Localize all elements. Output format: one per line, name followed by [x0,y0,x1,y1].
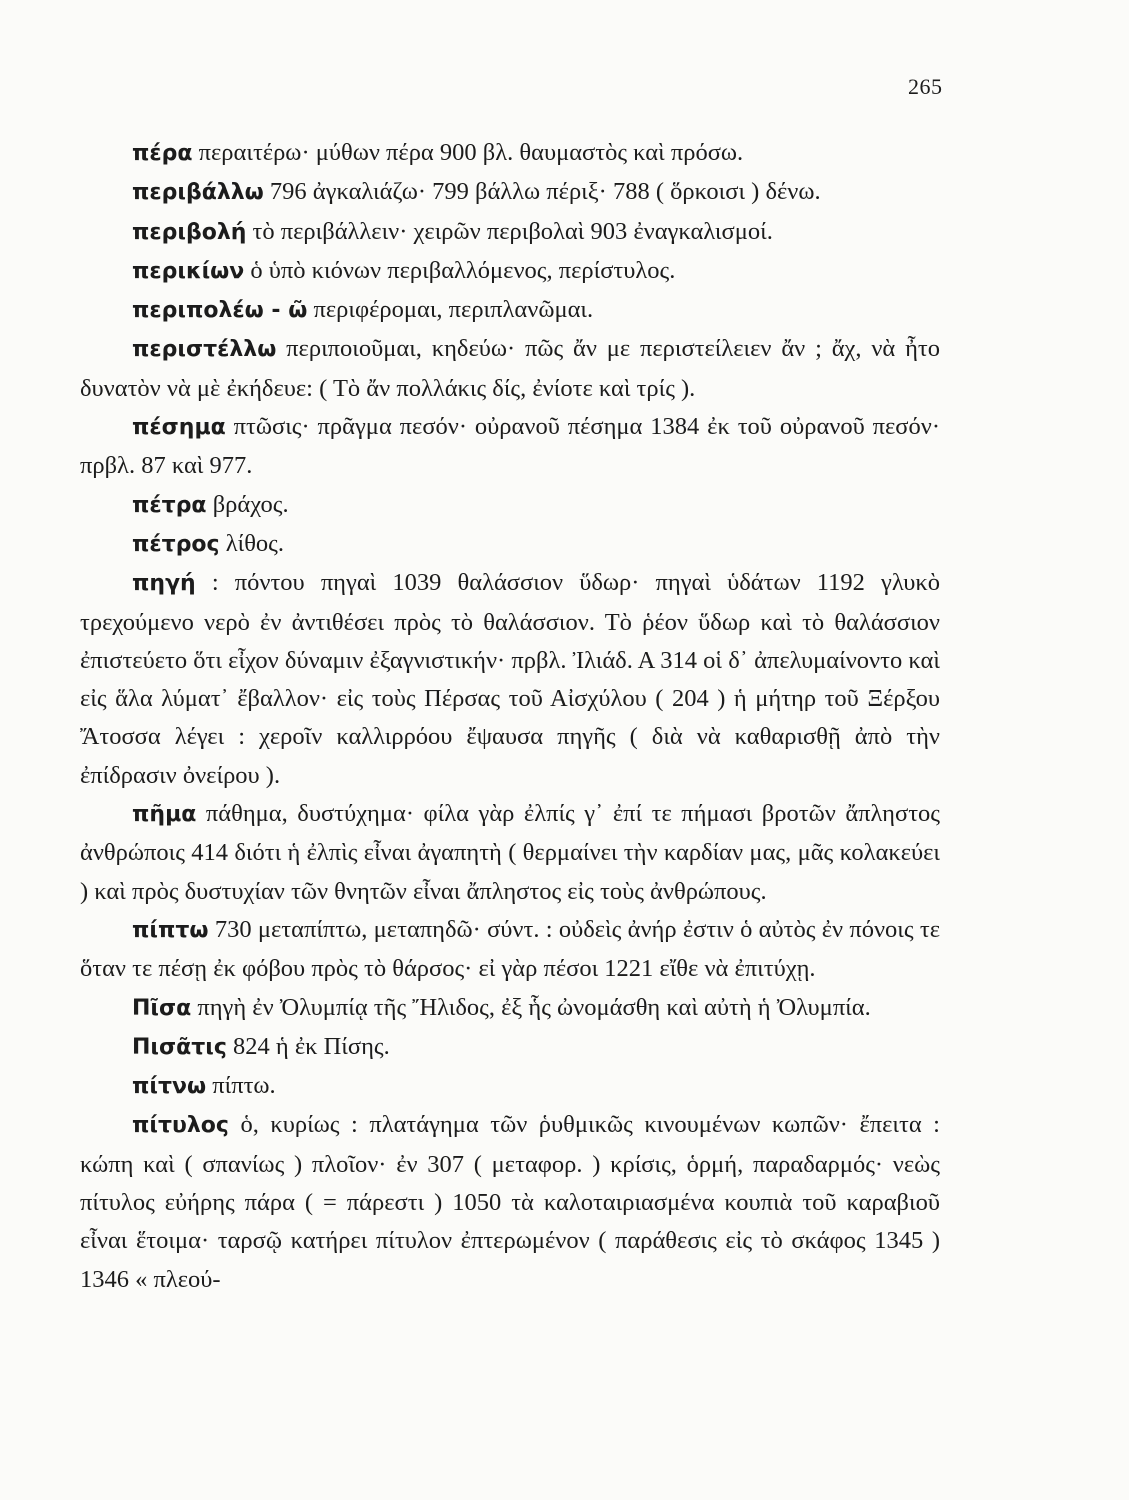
dictionary-entry [80,408,940,486]
entry-headword: περιπολέω - ῶ [132,298,308,324]
dictionary-entry [80,213,940,252]
entry-headword: περιβάλλω [132,180,264,206]
dictionary-entry [80,1028,940,1067]
entry-text: πτῶσις· πρᾶγμα πεσόν· οὐρανοῦ πέσημα 1384 ἐκ τοῦ οὐρανοῦ πεσόν· πρβλ. 87 καὶ 977. [80,413,940,480]
page-number: 265 [908,74,943,99]
entry-text: βράχος. [206,490,289,518]
dictionary-entry [80,1067,940,1106]
entry-headword: πέσημα [132,415,226,441]
dictionary-entry [80,291,940,330]
dictionary-entry [80,525,940,564]
entry-headword: περικίων [132,258,245,284]
entry-headword: πίτνω [132,1074,207,1100]
entry-headword: Πῖσα [132,995,192,1021]
entry-text: ὁ ὑπὸ κιόνων περιβαλλόμενος, περίστυλος. [244,256,676,284]
dictionary-entry [80,795,940,911]
dictionary-entry [80,564,940,795]
entry-text: πίπτω. [206,1072,276,1100]
entry-headword: πέρα [132,141,193,166]
entry-text: ὁ, κυρίως : πλατάγημα τῶν ῥυθμικῶς κινουμένων κωπῶν· ἔπειτα : κώπη καὶ ( σπανίως ) πλοῖον· ἐν 307 ( μεταφορ. ) κρίσις, ὁρμή, παραδαρμός· νεὼς πίτυλος εὐήρης πάρα ( = πάρεστι ) 1050 τὰ καλοταιριασμένα κουπιὰ τοῦ καραβιοῦ εἶναι ἕτοιμα· ταρσῷ κατήρει πίτυλον ἐπτερωμένον ( παράθεσις εἰς τὸ σκάφος 1345 ) 1346 « πλεού- [80,1111,940,1293]
entry-headword: πίπτω [132,917,209,943]
entry-text: λίθος. [219,529,285,557]
dictionary-entry [80,252,940,291]
dictionary-entry [80,486,940,525]
entry-text: πηγὴ ἐν Ὀλυμπίᾳ τῆς Ἤλιδος, ἐξ ἧς ὠνομάσθη καὶ αὐτὴ ἡ Ὀλυμπία. [191,993,871,1021]
entry-headword: πέτρος [132,531,220,557]
entry-text: περιφέρομαι, περιπλανῶμαι. [307,296,594,324]
entry-headword: περιστέλλω [132,337,277,363]
entry-headword: πηγή [132,571,196,597]
dictionary-entry [80,1106,940,1298]
entry-text: : πόντου πηγαὶ 1039 θαλάσσιον ὕδωρ· πηγαὶ ὑδάτων 1192 γλυκὸ τρεχούμενο νερὸ ἐν ἀντιθέσει πρὸς τὸ θαλάσσιον. Τὸ ῥέον ὕδωρ καὶ τὸ θαλάσσιον ἐπιστεύετο ὅτι εἶχον δύναμιν ἐξαγνιστικήν· πρβλ. Ἰλιάδ. Α 314 οἱ δ᾽ ἀπελυμαίνοντο καὶ εἰς ἅλα λύματ᾽ ἔβαλλον· εἰς τοὺς Πέρσας τοῦ Αἰσχύλου ( 204 ) ἡ μήτηρ τοῦ Ξέρξου Ἄτοσσα λέγει : χεροῖν καλλιρρόου ἔψαυσα πηγῆς ( διὰ νὰ καθαρισθῇ ἀπὸ τὴν ἐπίδρασιν ὀνείρου ). [80,569,940,789]
dictionary-entry [80,330,940,408]
dictionary-entry [80,134,940,173]
entry-text: περιποιοῦμαι, κηδεύω· πῶς ἄν με περιστείλειεν ἄν ; ἄχ, νὰ ἦτο δυνατὸν νὰ μὲ ἐκήδευε: ( Τὸ ἄν πολλάκις δίς, ἐνίοτε καὶ τρίς ). [80,335,940,402]
entry-headword: Πισᾶτις [132,1034,227,1060]
entry-text: 824 ἡ ἐκ Πίσης. [226,1032,390,1060]
entry-headword: πίτυλος [132,1113,229,1139]
entry-text: πάθημα, δυστύχημα· φίλα γὰρ ἐλπίς γ᾽ ἐπί τε πήμασι βροτῶν ἄπληστος ἀνθρώποις 414 διότι ἡ ἐλπὶς εἶναι ἀγαπητὴ ( θερμαίνει τὴν καρδίαν μας, μᾶς κολακεύει ) καὶ πρὸς δυστυχίαν τῶν θνητῶν εἶναι ἄπληστος εἰς τοὺς ἀνθρώπους. [80,800,940,905]
entry-text: τὸ περιβάλλειν· χειρῶν περιβολαὶ 903 ἐναγκαλισμοί. [246,217,773,245]
dictionary-entry [80,173,940,212]
entry-text: 730 μεταπίπτω, μεταπηδῶ· σύντ. : οὐδεὶς ἀνήρ ἐστιν ὁ αὐτὸς ἐν πόνοις τε ὅταν τε πέσῃ ἐκ φόβου πρὸς τὸ θάρσος· εἰ γὰρ πέσοι 1221 εἴθε νὰ ἐπιτύχῃ. [80,915,940,983]
entry-headword: περιβολή [132,219,247,245]
entry-text: 796 ἀγκαλιάζω· 799 βάλλω πέριξ· 788 ( ὅρκοισι ) δένω. [263,178,821,206]
entry-headword: πῆμα [132,802,197,828]
entry-text: περαιτέρω· μύθων πέρα 900 βλ. θαυμαστὸς καὶ πρόσω. [192,139,744,166]
dictionary-entries [80,134,940,1299]
dictionary-entry [80,989,940,1028]
entry-headword: πέτρα [132,492,207,518]
dictionary-entry [80,911,940,989]
